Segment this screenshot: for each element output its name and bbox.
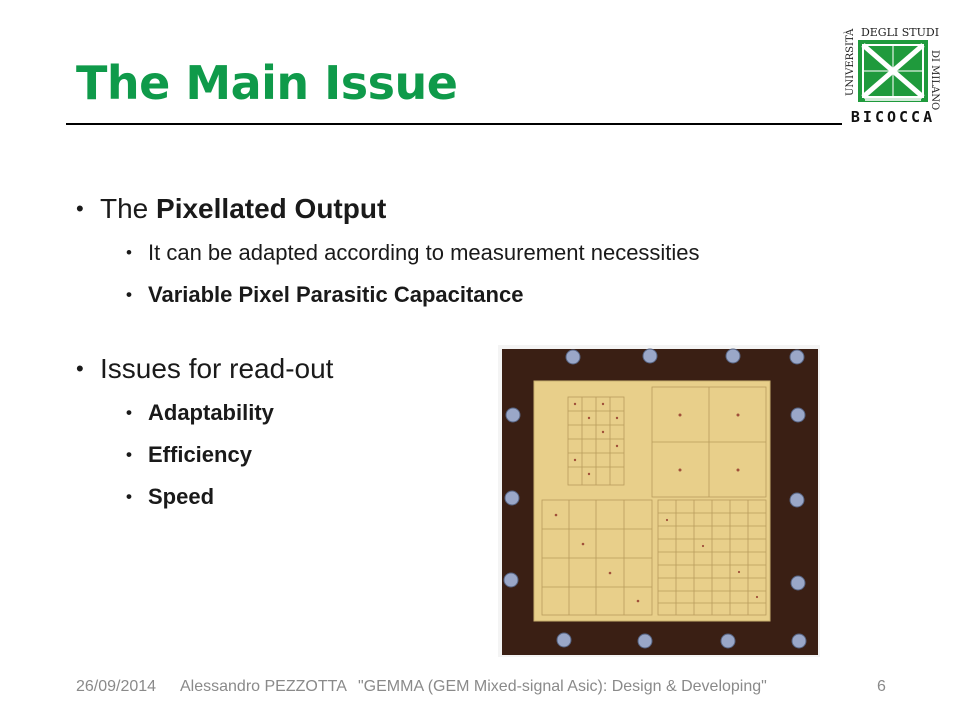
university-logo [842,22,944,126]
svg-text:DI MILANO: DI MILANO [929,50,940,111]
readout-board-photo [498,345,820,657]
footer-talk-title: "GEMMA (GEM Mixed-signal Asic): Design & Developing" [358,678,767,695]
footer-page-number: 6 [877,678,886,695]
bullet-speed: • Speed [76,476,916,518]
bullet-parasitic-capacitance: • Variable Pixel Parasitic Capacitance [76,274,916,316]
slide-title: The Main Issue [76,56,458,110]
footer-date: 26/09/2014 [76,678,157,695]
bullet-readout-issues: • Issues for read-out [76,346,916,392]
svg-text:BICOCCA: BICOCCA [850,108,936,126]
title-underline [66,123,846,125]
bullet-efficiency: • Efficiency [76,434,916,476]
bullet-adaptability: • Adaptability [76,392,916,434]
footer-author: Alessandro PEZZOTTA [180,678,347,695]
bullet-adapted: • It can be adapted according to measurement necessities [76,232,916,274]
svg-text:DEGLI STUDI: DEGLI STUDI [860,26,940,39]
spacer [76,316,916,346]
svg-text:UNIVERSITÀ: UNIVERSITÀ [845,28,856,96]
bullet-pixellated-output: • The Pixellated Output [76,186,916,232]
